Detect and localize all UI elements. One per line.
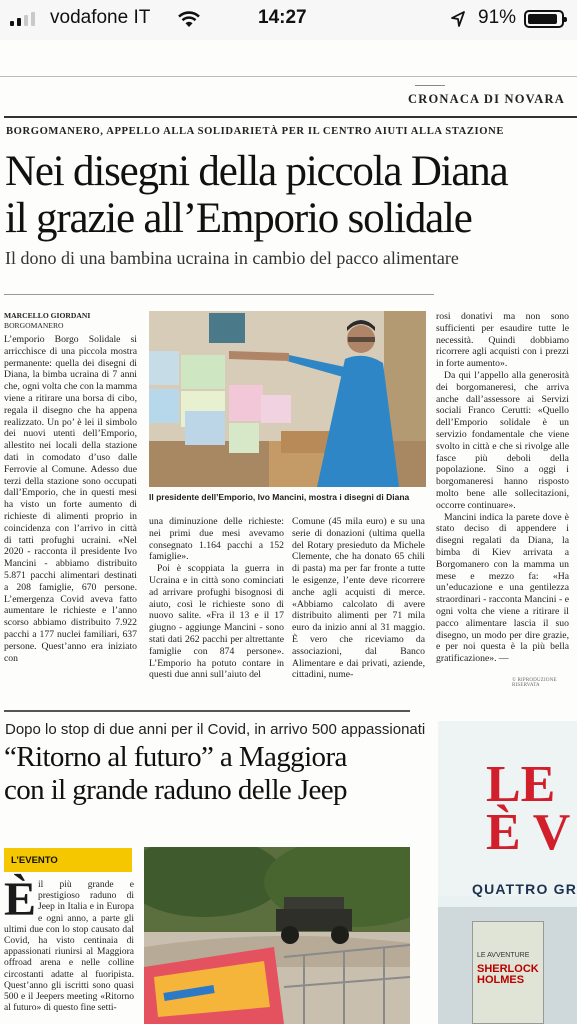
- ad-headline: LE È V: [486, 756, 571, 861]
- headline-line-2: il grazie all’Emporio solidale: [5, 195, 472, 242]
- drop-cap: È: [4, 873, 37, 926]
- paragraph: una diminuzione delle richieste: nei primi due mesi avevamo consegnato 1.164 pacchi a 152 famiglie».: [149, 516, 284, 563]
- deck-rule: [4, 294, 434, 295]
- book-title: SHERLOCK HOLMES: [477, 963, 539, 986]
- battery-percent: 91%: [478, 7, 517, 28]
- paragraph: Mancini indica la parete dove è stato deciso di appendere i disegni regalati da Diana, la bimba di Kiev arrivata a Borgomanero con la mamma un mese e mezzo fa: «Ha un’educazione e una gentilezza straordinari - racconta Mancini - e ogni volta che viene a ritirare il pacco alimentare lascia il suo disegno, un modo per dire grazie, e per noi questa è la più bella gratificazione». —: [436, 511, 569, 665]
- event-photo: [144, 847, 410, 1024]
- book-cover: [472, 921, 544, 1024]
- byline: [4, 311, 90, 331]
- location-arrow-icon: [450, 10, 466, 34]
- author-name: MARCELLO GIORDANI: [4, 311, 91, 320]
- article-headline: [5, 148, 507, 242]
- book-series-label: LE AVVENTURE: [477, 952, 530, 959]
- carrier-name: vodafone IT: [50, 7, 151, 28]
- advertisement[interactable]: [438, 721, 577, 1024]
- copyright-credit: © RIPRODUZIONE RISERVATA: [512, 678, 557, 688]
- clock-time: 14:27: [258, 7, 307, 28]
- paragraph: rosi donativi ma non sono sufficienti per esaudire tutte le necessità. Quindi dobbiamo ricorrere agli acquisti con i prezzi in forte aumento».: [436, 311, 569, 370]
- article-column-3: [292, 516, 425, 681]
- event-kicker: Dopo lo stop di due anni per il Covid, in arrivo 500 appassionati: [5, 721, 426, 738]
- photo-illustration: [149, 311, 426, 487]
- status-bar: [0, 0, 577, 40]
- event-body: [4, 880, 134, 1014]
- signal-icon: [10, 12, 35, 26]
- event-photo-illustration: [144, 847, 410, 1024]
- paragraph: Poi è scoppiata la guerra in Ucraina e in città sono cominciati ad arrivare profughi bisognosi di aiuto, così le richieste sono di nuovo salite. «Fra il 13 e il 17 giugno - aggiunge Mancini - sono stati dati 262 pacchi per altrettante famiglie con 874 persone». L’Emporio ha potuto contare in questi due anni sull’aiuto del: [149, 563, 284, 681]
- wifi-icon: [176, 9, 202, 35]
- article-column-1: [4, 334, 137, 664]
- dropcap-space: [4, 880, 38, 922]
- headline-line-1: Nei disegni della piccola Diana: [5, 148, 508, 195]
- article-column-4: [436, 311, 569, 665]
- event-headline-line-1: “Ritorno al futuro” a Maggiora: [4, 741, 347, 773]
- section-rule: [4, 116, 577, 118]
- dateline: BORGOMANERO: [4, 321, 64, 330]
- event-headline-line-2: con il grande raduno delle Jeep: [4, 774, 347, 806]
- event-headline: [4, 741, 347, 807]
- page-top-rule: [0, 76, 577, 77]
- article-kicker: BORGOMANERO, APPELLO ALLA SOLIDARIETÀ PER IL CENTRO AIUTI ALLA STAZIONE: [6, 126, 505, 137]
- paragraph: Da qui l’appello alla generosità dei borgomaneresi, che arriva anche dall’assessore ai Servizi sociali Franco Cerutti: «Quello dell’Emporio solidale è un servizio fondamentale che viene svolto in città e che si rivolge alle fasce più deboli della popolazione. Sino a oggi i borgomaneresi hanno risposto molto bene alle sollecitazioni, occorre continuare».: [436, 369, 569, 511]
- paragraph: L’emporio Borgo Solidale si arricchisce di una piccola mostra permanente: quella dei disegni di Diana, la bimba ucraina di 7 anni che, ogni volta che con la mamma viene a ritirare una borsa di cibo, regala il disegno che ha appena realizzato. Un po’ è lei il simbolo dei nuovi utenti dell’Emporio, allestito nei locali della stazione dati in comodato d’uso dalle Ferrovie al Comune. Adesso due terzi della stazione sono occupati dall’Emporio, che in questi mesi ha visto un forte aumento di richieste di alimenti proprio in coincidenza con l’arrivo in città di tatti profughi ucraini. «Nel 2020 - racconta il presidente Ivo Mancini - abbiamo distribuito 5.871 pacchi alimentari destinati a 208 famiglie, 670 persone. L’emergenza Covid aveva fatto aumentare le richieste e l’anno scorso abbiamo distribuito 7.922 pacchi a 177 nuclei familiari, 637 persone. Quest’anno era iniziato con: [4, 334, 137, 664]
- battery-icon: [524, 10, 564, 28]
- ad-subtitle: QUATTRO GR: [472, 881, 577, 897]
- paragraph: Comune (45 mila euro) e su una serie di donazioni (ultima quella del Rotary presieduto da Michele Clemente, che ha donato 65 chili di pasta) ma per far fronte a tutte le esigenze, l’ente deve ricorrere anche agli acquisti di merce. «Abbiamo calcolato di avere distribuito alimenti per 71 mila euro da inizio anni al 31 maggio. È vero che riceviamo da associazioni, dal Banco Alimentare e dai privati, aziende, cittadini, nume-: [292, 516, 425, 681]
- section-marker: [415, 85, 445, 86]
- section-title: CRONACA DI NOVARA: [408, 92, 565, 106]
- article-deck: Il dono di una bambina ucraina in cambio del pacco alimentare: [5, 248, 459, 268]
- event-tag: [4, 848, 132, 872]
- article-column-2: [149, 516, 284, 681]
- article-photo: [149, 311, 426, 487]
- event-tag-label: L’EVENTO: [11, 855, 58, 866]
- event-top-rule: [4, 710, 410, 712]
- photo-caption: Il presidente dell’Emporio, Ivo Mancini, mostra i disegni di Diana: [149, 492, 410, 502]
- event-paragraph: il più grande e prestigioso raduno di Jeep in Italia e in Europa e ogni anno, a parte gli ultimi due con lo stop causato dal Covid, ha visto centinaia di appassionati riunirsi al Maggiora offroad arena e nelle colline circostanti adatte al fuoripista. Quest’anno gli iscritti sono quasi 500 e il Jeepers meeting «Ritorno al futuro» di questo fine setti-: [4, 880, 134, 1014]
